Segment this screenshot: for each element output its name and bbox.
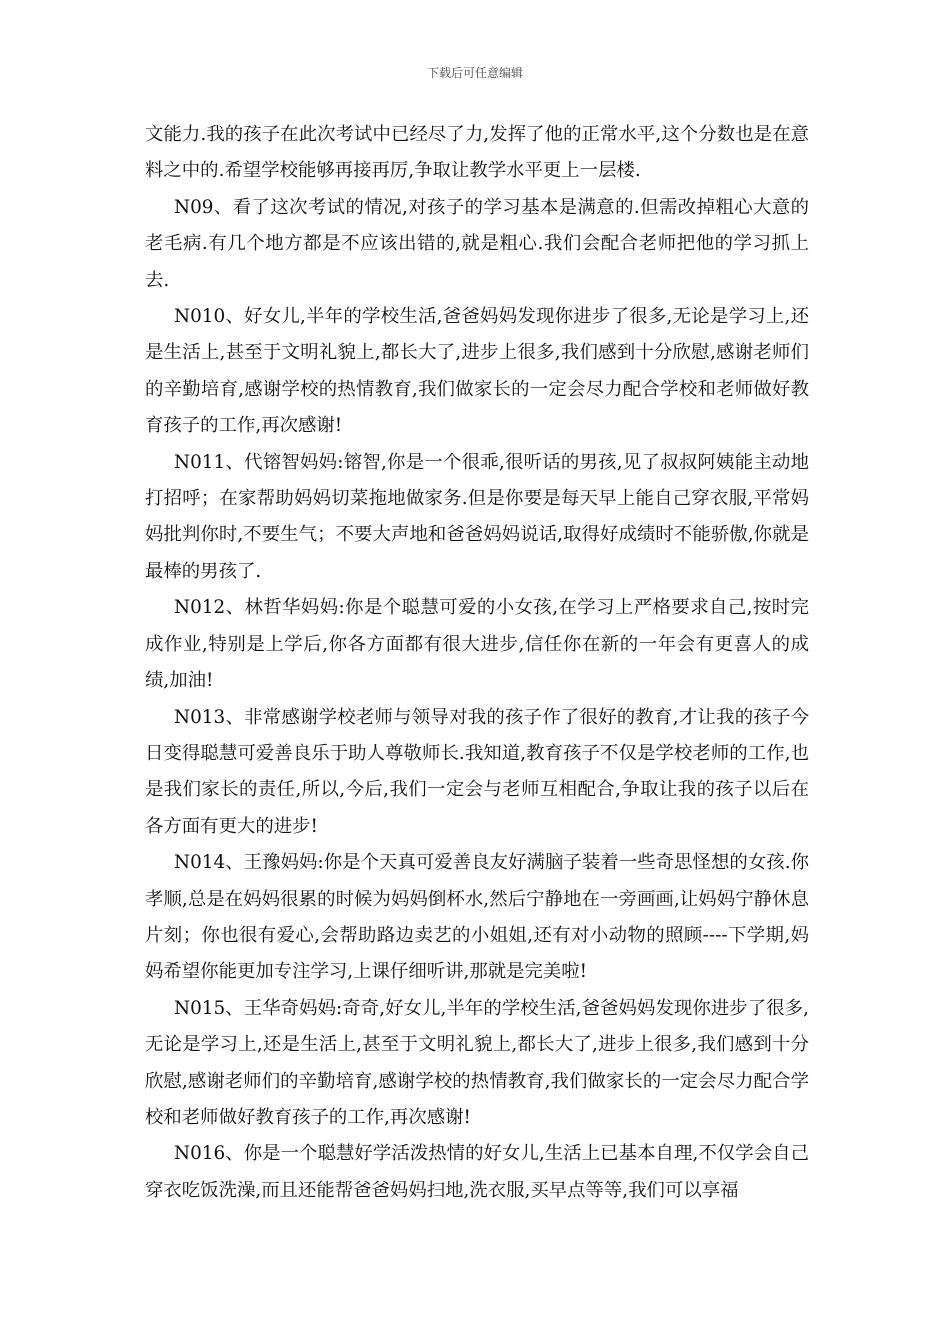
page-header: 下载后可任意编辑 [426,66,523,80]
paragraph-n015: N015、王华奇妈妈:奇奇,好女儿,半年的学校生活,爸爸妈妈发现你进步了很多,无论是学习上,还是生活上,甚至于文明礼貌上,都长大了,进步上很多,我们感到十分欣慰,感谢老师们的辛勤培育,感谢学校的热情教育,我们做家长的一定会尽力配合学校和老师做好教育孩子的工作,再次感谢! [145,997,809,1128]
paragraph-n09: N09、看了这次考试的情况,对孩子的学习基本是满意的.但需改掉粗心大意的老毛病.有几个地方都是不应该出错的,就是粗心.我们会配合老师把他的学习抓上去. [145,196,809,291]
paragraph-n016: N016、你是一个聪慧好学活泼热情的好女儿,生活上已基本自理,不仅学会自己穿衣吃饭洗澡,而且还能帮爸爸妈妈扫地,洗衣服,买早点等等,我们可以享福 [145,1143,809,1201]
document-body [145,117,809,1209]
paragraph-n012: N012、林哲华妈妈:你是个聪慧可爱的小女孩,在学习上严格要求自己,按时完成作业,特别是上学后,你各方面都有很大进步,信任你在新的一年会有更喜人的成绩,加油! [145,597,809,692]
paragraph-n011: N011、代镕智妈妈:镕智,你是一个很乖,很听话的男孩,见了叔叔阿姨能主动地打招呼；在家帮助妈妈切菜拖地做家务.但是你要是每天早上能自己穿衣服,平常妈妈批判你时,不要生气；不要大声地和爸爸妈妈说话,取得好成绩时不能骄傲,你就是最棒的男孩了. [145,451,809,582]
paragraph-n013: N013、非常感谢学校老师与领导对我的孩子作了很好的教育,才让我的孩子今日变得聪慧可爱善良乐于助人尊敬师长.我知道,教育孩子不仅是学校老师的工作,也是我们家长的责任,所以,今后,我们一定会与老师互相配合,争取让我的孩子以后在各方面有更大的进步! [145,706,809,837]
paragraph-continuation: 文能力.我的孩子在此次考试中已经尽了力,发挥了他的正常水平,这个分数也是在意料之中的.希望学校能够再接再厉,争取让教学水平更上一层楼. [145,124,809,182]
paragraph-n010: N010、好女儿,半年的学校生活,爸爸妈妈发现你进步了很多,无论是学习上,还是生活上,甚至于文明礼貌上,都长大了,进步上很多,我们感到十分欣慰,感谢老师们的辛勤培育,感谢学校的热情教育,我们做家长的一定会尽力配合学校和老师做好教育孩子的工作,再次感谢! [145,306,810,437]
paragraph-n014: N014、王豫妈妈:你是个天真可爱善良友好满脑子装着一些奇思怪想的女孩.你孝顺,总是在妈妈很累的时候为妈妈倒杯水,然后宁静地在一旁画画,让妈妈宁静休息片刻；你也很有爱心,会帮助路边卖艺的小姐姐,还有对小动物的照顾----下学期,妈妈希望你能更加专注学习,上课仔细听讲,那就是完美啦! [145,852,809,983]
